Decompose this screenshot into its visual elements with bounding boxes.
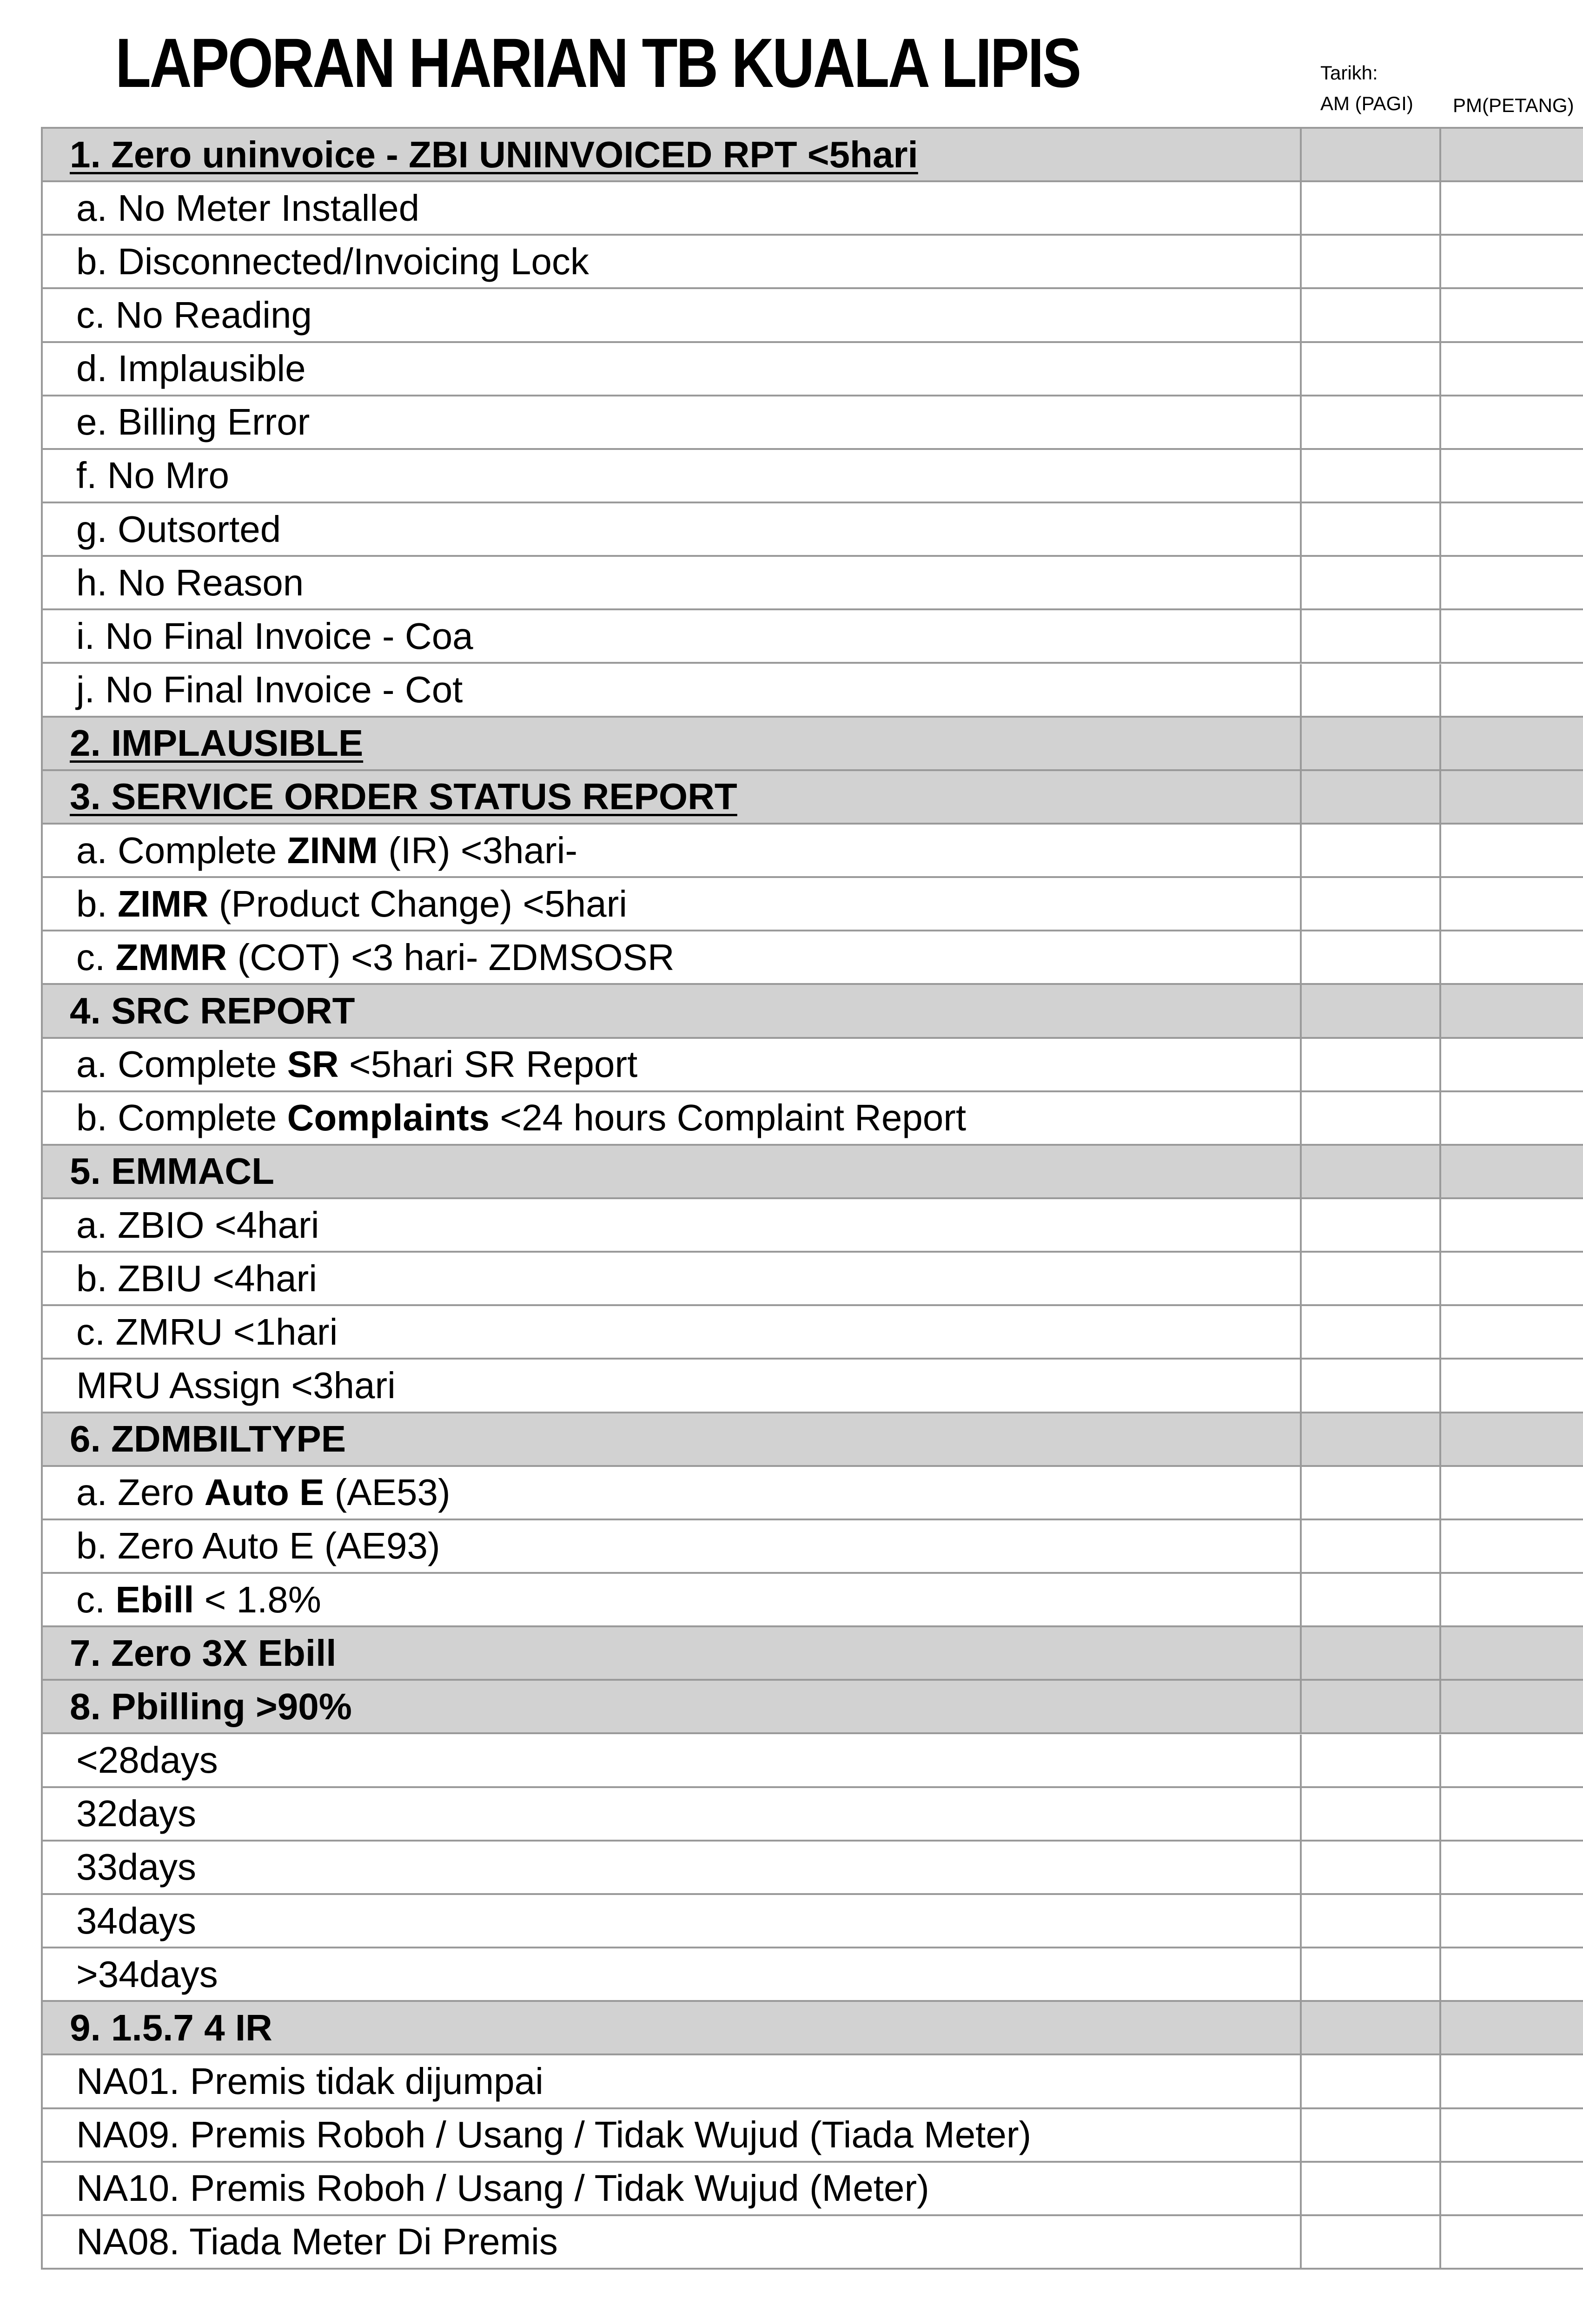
bold-term: ZINM xyxy=(287,829,378,871)
pm-entry-cell[interactable] xyxy=(1439,1520,1583,1572)
item-row xyxy=(43,1306,1583,1360)
text-part: (Product Change) <5hari xyxy=(208,883,627,924)
section-label: 6. ZDMBILTYPE xyxy=(70,1418,346,1460)
am-entry-cell[interactable] xyxy=(1300,931,1439,983)
item-label xyxy=(76,885,627,923)
bold-term: ZIMR xyxy=(117,883,209,924)
item-label: <28days xyxy=(76,1739,218,1781)
am-entry-cell[interactable] xyxy=(1300,1039,1439,1090)
am-entry-cell[interactable] xyxy=(1300,610,1439,662)
pm-entry-cell[interactable] xyxy=(1439,1306,1583,1358)
item-label: j. No Final Invoice - Cot xyxy=(76,669,463,711)
am-entry-cell[interactable] xyxy=(1300,1948,1439,2000)
pm-entry-cell[interactable] xyxy=(1439,1681,1583,1732)
section-row xyxy=(43,718,1583,771)
am-entry-cell[interactable] xyxy=(1300,2109,1439,2161)
item-label: c. ZMRU <1hari xyxy=(76,1311,338,1353)
item-row xyxy=(43,236,1583,289)
item-label: f. No Mro xyxy=(76,455,229,496)
section-label: 5. EMMACL xyxy=(70,1150,274,1192)
item-label xyxy=(76,829,578,871)
date-label: Tarikh: xyxy=(1320,62,1378,84)
item-row xyxy=(43,931,1583,985)
am-entry-cell[interactable] xyxy=(1300,2002,1439,2053)
text-part: a. Zero xyxy=(76,1472,205,1513)
item-row xyxy=(43,1735,1583,1788)
text-part: b. Complete xyxy=(76,1097,287,1139)
pm-entry-cell[interactable] xyxy=(1439,2216,1583,2268)
item-row xyxy=(43,825,1583,878)
pm-entry-cell[interactable] xyxy=(1439,1413,1583,1465)
item-row xyxy=(43,878,1583,931)
item-row xyxy=(43,2055,1583,2109)
text-part: c. xyxy=(76,1578,116,1620)
am-entry-cell[interactable] xyxy=(1300,1146,1439,1197)
am-entry-cell[interactable] xyxy=(1300,1520,1439,1572)
item-row xyxy=(43,1788,1583,1842)
item-row xyxy=(43,1039,1583,1092)
item-row xyxy=(43,664,1583,718)
pm-entry-cell[interactable] xyxy=(1439,557,1583,608)
item-label xyxy=(76,1474,450,1511)
item-row xyxy=(43,1360,1583,1413)
pm-entry-cell[interactable] xyxy=(1439,1199,1583,1251)
am-entry-cell[interactable] xyxy=(1300,557,1439,608)
item-label: b. ZBIU <4hari xyxy=(76,1257,318,1299)
pm-entry-cell[interactable] xyxy=(1439,2109,1583,2161)
pm-entry-cell[interactable] xyxy=(1439,1360,1583,1411)
am-column-header: AM (PAGI) xyxy=(1320,92,1413,114)
am-entry-cell[interactable] xyxy=(1300,1627,1439,1679)
text-part: (AE53) xyxy=(324,1472,450,1513)
section-label: 3. SERVICE ORDER STATUS REPORT xyxy=(70,776,737,818)
am-entry-cell[interactable] xyxy=(1300,1253,1439,1304)
am-entry-cell[interactable] xyxy=(1300,878,1439,930)
item-row xyxy=(43,2216,1583,2270)
am-entry-cell[interactable] xyxy=(1300,182,1439,234)
am-entry-cell[interactable] xyxy=(1300,289,1439,341)
text-part: b. xyxy=(76,883,118,924)
text-part: c. xyxy=(76,936,116,978)
item-label: 32days xyxy=(76,1793,196,1835)
pm-entry-cell[interactable] xyxy=(1439,1895,1583,1947)
item-row xyxy=(43,450,1583,503)
pm-entry-cell[interactable] xyxy=(1439,1788,1583,1840)
report-title: LAPORAN HARIAN TB KUALA LIPIS xyxy=(115,24,1080,102)
pm-entry-cell[interactable] xyxy=(1439,2002,1583,2053)
pm-entry-cell[interactable] xyxy=(1439,825,1583,876)
section-label: 7. Zero 3X Ebill xyxy=(70,1632,337,1674)
pm-entry-cell[interactable] xyxy=(1439,503,1583,555)
am-entry-cell[interactable] xyxy=(1300,503,1439,555)
am-entry-cell[interactable] xyxy=(1300,1306,1439,1358)
text-part: <5hari SR Report xyxy=(338,1043,638,1085)
am-entry-cell[interactable] xyxy=(1300,771,1439,823)
am-entry-cell[interactable] xyxy=(1300,1574,1439,1625)
pm-entry-cell[interactable] xyxy=(1439,664,1583,716)
am-entry-cell[interactable] xyxy=(1300,396,1439,448)
item-label: 34days xyxy=(76,1900,196,1941)
item-row xyxy=(43,1842,1583,1895)
text-part: (COT) <3 hari- ZDMSOSR xyxy=(227,936,675,978)
pm-entry-cell[interactable] xyxy=(1439,182,1583,234)
item-row xyxy=(43,1467,1583,1520)
item-label: b. Zero Auto E (AE93) xyxy=(76,1525,440,1567)
bold-term: Complaints xyxy=(287,1097,490,1139)
am-entry-cell[interactable] xyxy=(1300,1199,1439,1251)
pm-entry-cell[interactable] xyxy=(1439,2055,1583,2107)
pm-entry-cell[interactable] xyxy=(1439,718,1583,769)
am-entry-cell[interactable] xyxy=(1300,1413,1439,1465)
am-entry-cell[interactable] xyxy=(1300,2055,1439,2107)
item-label xyxy=(76,1097,967,1139)
item-row xyxy=(43,343,1583,396)
item-label: h. No Reason xyxy=(76,561,304,603)
bold-term: Ebill xyxy=(115,1578,194,1620)
pm-entry-cell[interactable] xyxy=(1439,129,1583,180)
am-entry-cell[interactable] xyxy=(1300,2216,1439,2268)
item-row xyxy=(43,2163,1583,2216)
item-row xyxy=(43,1092,1583,1146)
section-label: 2. IMPLAUSIBLE xyxy=(70,722,364,764)
item-label: a. No Meter Installed xyxy=(76,187,420,229)
pm-entry-cell[interactable] xyxy=(1439,396,1583,448)
pm-entry-cell[interactable] xyxy=(1439,1948,1583,2000)
item-row xyxy=(43,1520,1583,1574)
pm-entry-cell[interactable] xyxy=(1439,931,1583,983)
item-label: e. Billing Error xyxy=(76,401,310,443)
pm-entry-cell[interactable] xyxy=(1439,1253,1583,1304)
am-entry-cell[interactable] xyxy=(1300,1467,1439,1519)
section-row xyxy=(43,985,1583,1038)
am-entry-cell[interactable] xyxy=(1300,825,1439,876)
am-entry-cell[interactable] xyxy=(1300,343,1439,395)
item-label: MRU Assign <3hari xyxy=(76,1365,396,1406)
item-label: d. Implausible xyxy=(76,348,306,390)
text-part: a. Complete xyxy=(76,829,287,871)
section-label: 9. 1.5.7 4 IR xyxy=(70,2007,272,2048)
section-label: 4. SRC REPORT xyxy=(70,990,355,1031)
am-entry-cell[interactable] xyxy=(1300,2163,1439,2214)
pm-column-header: PM(PETANG) xyxy=(1453,94,1574,116)
section-row xyxy=(43,1681,1583,1734)
item-label: NA10. Premis Roboh / Usang / Tidak Wujud (Meter) xyxy=(76,2167,929,2209)
am-entry-cell[interactable] xyxy=(1300,236,1439,287)
item-label xyxy=(76,1578,321,1620)
item-label: NA09. Premis Roboh / Usang / Tidak Wujud (Tiada Meter) xyxy=(76,2114,1032,2156)
pm-entry-cell[interactable] xyxy=(1439,985,1583,1037)
pm-entry-cell[interactable] xyxy=(1439,1627,1583,1679)
item-label: >34days xyxy=(76,1953,218,1995)
section-row xyxy=(43,129,1583,182)
section-row xyxy=(43,1627,1583,1681)
section-label: 8. Pbilling >90% xyxy=(70,1685,352,1727)
text-part: <24 hours Complaint Report xyxy=(490,1097,967,1139)
item-label xyxy=(76,1043,638,1085)
am-entry-cell[interactable] xyxy=(1300,664,1439,716)
am-entry-cell[interactable] xyxy=(1300,1735,1439,1786)
pm-entry-cell[interactable] xyxy=(1439,289,1583,341)
section-label: 1. Zero uninvoice - ZBI UNINVOICED RPT <5hari xyxy=(70,133,918,175)
item-label: b. Disconnected/Invoicing Lock xyxy=(76,240,589,282)
item-label: 33days xyxy=(76,1846,196,1888)
report-table xyxy=(41,127,1583,2270)
text-part: < 1.8% xyxy=(194,1578,321,1620)
item-row xyxy=(43,289,1583,343)
pm-entry-cell[interactable] xyxy=(1439,1574,1583,1625)
am-entry-cell[interactable] xyxy=(1300,129,1439,180)
pm-entry-cell[interactable] xyxy=(1439,450,1583,502)
item-label: NA01. Premis tidak dijumpai xyxy=(76,2060,543,2102)
pm-entry-cell[interactable] xyxy=(1439,343,1583,395)
am-entry-cell[interactable] xyxy=(1300,1681,1439,1732)
section-row xyxy=(43,1146,1583,1199)
bold-term: Auto E xyxy=(204,1472,325,1513)
item-label xyxy=(76,936,675,978)
am-entry-cell[interactable] xyxy=(1300,450,1439,502)
item-row xyxy=(43,610,1583,664)
item-row xyxy=(43,396,1583,450)
item-label: a. ZBIO <4hari xyxy=(76,1204,319,1246)
am-entry-cell[interactable] xyxy=(1300,985,1439,1037)
pm-entry-cell[interactable] xyxy=(1439,1039,1583,1090)
am-entry-cell[interactable] xyxy=(1300,1092,1439,1144)
text-part: a. Complete xyxy=(76,1043,287,1085)
pm-entry-cell[interactable] xyxy=(1439,1842,1583,1893)
item-row xyxy=(43,503,1583,557)
item-row xyxy=(43,557,1583,610)
section-row xyxy=(43,1413,1583,1467)
am-entry-cell[interactable] xyxy=(1300,1842,1439,1893)
item-row xyxy=(43,1253,1583,1306)
pm-entry-cell[interactable] xyxy=(1439,878,1583,930)
pm-entry-cell[interactable] xyxy=(1439,1092,1583,1144)
pm-entry-cell[interactable] xyxy=(1439,610,1583,662)
item-row xyxy=(43,1895,1583,1948)
pm-entry-cell[interactable] xyxy=(1439,236,1583,287)
item-label: i. No Final Invoice - Coa xyxy=(76,615,473,657)
section-row xyxy=(43,771,1583,825)
item-row xyxy=(43,1199,1583,1253)
pm-entry-cell[interactable] xyxy=(1439,2163,1583,2214)
pm-entry-cell[interactable] xyxy=(1439,1467,1583,1519)
item-label: g. Outsorted xyxy=(76,508,281,550)
am-entry-cell[interactable] xyxy=(1300,1895,1439,1947)
am-entry-cell[interactable] xyxy=(1300,1788,1439,1840)
pm-entry-cell[interactable] xyxy=(1439,771,1583,823)
item-row xyxy=(43,1574,1583,1627)
pm-entry-cell[interactable] xyxy=(1439,1735,1583,1786)
item-row xyxy=(43,182,1583,236)
section-row xyxy=(43,2002,1583,2055)
am-entry-cell[interactable] xyxy=(1300,1360,1439,1411)
item-row xyxy=(43,2109,1583,2163)
item-row xyxy=(43,1948,1583,2002)
bold-term: SR xyxy=(287,1043,339,1085)
item-label: NA08. Tiada Meter Di Premis xyxy=(76,2221,558,2263)
bold-term: ZMMR xyxy=(115,936,227,978)
item-label: c. No Reading xyxy=(76,294,312,336)
am-entry-cell[interactable] xyxy=(1300,718,1439,769)
text-part: (IR) <3hari- xyxy=(378,829,578,871)
pm-entry-cell[interactable] xyxy=(1439,1146,1583,1197)
